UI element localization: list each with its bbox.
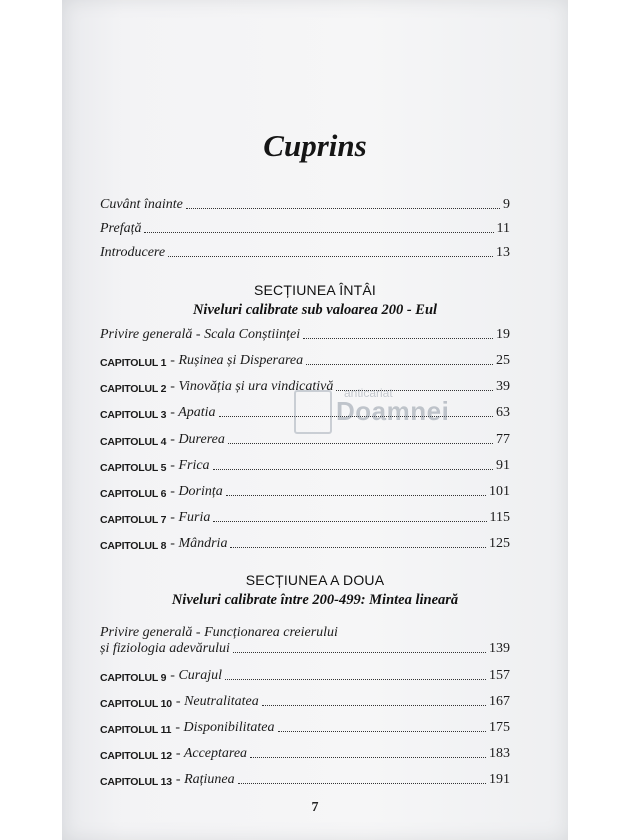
chapter-page: 39 xyxy=(496,379,510,394)
chapter-number: CAPITOLUL 3 xyxy=(100,409,167,421)
leader-dots xyxy=(250,757,486,758)
leader-dots xyxy=(262,705,486,706)
leader-dots xyxy=(168,256,493,257)
chapter-entry: CAPITOLUL 2 - Vinovăția și ura vindicativă 39 xyxy=(100,379,510,395)
chapter-entry: CAPITOLUL 3 - Apatia 63 xyxy=(100,405,510,421)
chapter-page: 157 xyxy=(489,668,510,683)
chapter-title: Rușinea și Disperarea xyxy=(178,353,304,368)
leader-dots xyxy=(226,495,486,496)
leader-dots xyxy=(213,521,486,522)
chapter-entry: CAPITOLUL 4 - Durerea 77 xyxy=(100,432,510,448)
leader-dots xyxy=(306,364,493,365)
book-logo-icon xyxy=(294,390,332,434)
leader-dots xyxy=(144,232,493,233)
chapter-page: 63 xyxy=(496,405,510,420)
chapter-title: Durerea xyxy=(178,432,225,447)
chapter-number: CAPITOLUL 6 xyxy=(100,488,167,500)
chapter-title: Rațiunea xyxy=(184,772,235,787)
toc-entry-page: 13 xyxy=(496,245,510,260)
chapter-number: CAPITOLUL 11 xyxy=(100,724,172,736)
chapter-page: 183 xyxy=(489,746,510,761)
chapter-title: Apatia xyxy=(178,405,216,420)
watermark xyxy=(294,386,474,446)
chapter-number: CAPITOLUL 4 xyxy=(100,436,167,448)
chapter-entry: CAPITOLUL 7 - Furia 115 xyxy=(100,510,510,526)
chapter-title: Disponibilitatea xyxy=(183,720,275,735)
toc-entry-label-cont: și fiziologia adevărului xyxy=(100,641,230,656)
chapter-entry: CAPITOLUL 12 - Acceptarea 183 xyxy=(100,746,510,762)
chapter-number: CAPITOLUL 10 xyxy=(100,698,172,710)
toc-entry-page: 139 xyxy=(489,641,510,656)
chapter-title: Curajul xyxy=(178,668,223,683)
watermark-small-text: anticariat xyxy=(344,386,393,400)
chapter-page: 25 xyxy=(496,353,510,368)
toc-entry-label: Privire generală - Scala Conștiinței xyxy=(100,327,301,342)
leader-dots xyxy=(303,338,493,339)
chapter-title: Acceptarea xyxy=(183,746,248,761)
chapter-entry: CAPITOLUL 6 - Dorința 101 xyxy=(100,484,510,500)
toc-entry xyxy=(100,323,510,343)
chapter-number: CAPITOLUL 9 xyxy=(100,672,167,684)
section-subtitle: Niveluri calibrate între 200-499: Mintea lineară xyxy=(171,592,459,608)
leader-dots xyxy=(213,469,493,470)
chapter-title: Mândria xyxy=(178,536,228,551)
chapter-page: 175 xyxy=(489,720,510,735)
toc-entry-label: Privire generală - Funcționarea creierului xyxy=(100,625,338,640)
watermark-brand-text: Doamnei xyxy=(336,396,450,426)
section-heading: SECȚIUNEA ÎNTÂI xyxy=(253,282,377,298)
chapter-title: Neutralitatea xyxy=(184,694,259,709)
chapter-title: Frica xyxy=(178,458,210,473)
book-page xyxy=(62,0,568,840)
chapter-entry: CAPITOLUL 8 - Mândria 125 xyxy=(100,536,510,552)
chapter-number: CAPITOLUL 12 xyxy=(100,750,172,762)
chapter-entry: CAPITOLUL 11 - Disponibilitatea 175 xyxy=(100,720,510,736)
toc-entry xyxy=(100,619,510,657)
leader-dots xyxy=(278,731,487,732)
chapter-page: 115 xyxy=(489,510,510,525)
chapter-number: CAPITOLUL 13 xyxy=(100,776,172,788)
chapter-title: Dorința xyxy=(178,484,223,499)
chapter-number: CAPITOLUL 1 xyxy=(100,357,167,369)
leader-dots xyxy=(238,783,486,784)
page-title: Cuprins xyxy=(263,128,367,163)
chapter-page: 77 xyxy=(496,432,510,447)
chapter-entry: CAPITOLUL 5 - Frica 91 xyxy=(100,458,510,474)
toc-entry-label: Introducere xyxy=(100,245,166,260)
chapter-page: 101 xyxy=(489,484,510,499)
chapter-number: CAPITOLUL 7 xyxy=(100,514,167,526)
section-heading: SECȚIUNEA A DOUA xyxy=(245,572,385,588)
toc-entry-label: Prefață xyxy=(100,221,142,236)
chapter-title: Furia xyxy=(178,510,211,525)
leader-dots xyxy=(233,652,486,653)
section-subtitle: Niveluri calibrate sub valoarea 200 - Eul xyxy=(192,302,438,318)
toc-entry-page: 11 xyxy=(496,221,510,236)
chapter-entry: CAPITOLUL 13 - Rațiunea 191 xyxy=(100,772,510,788)
leader-dots xyxy=(186,208,500,209)
toc-entry xyxy=(100,217,510,237)
chapter-page: 125 xyxy=(489,536,510,551)
chapter-entry: CAPITOLUL 9 - Curajul 157 xyxy=(100,668,510,684)
toc-entry-label: Cuvânt înainte xyxy=(100,197,183,212)
chapter-number: CAPITOLUL 8 xyxy=(100,540,167,552)
chapter-entry: CAPITOLUL 10 - Neutralitatea 167 xyxy=(100,694,510,710)
toc-entry xyxy=(100,193,510,213)
leader-dots xyxy=(225,679,486,680)
chapter-number: CAPITOLUL 2 xyxy=(100,383,167,395)
chapter-title: Vinovăția și ura vindicativă xyxy=(178,379,334,394)
chapter-page: 167 xyxy=(489,694,510,709)
leader-dots xyxy=(230,547,486,548)
chapter-page: 191 xyxy=(489,772,510,787)
chapter-number: CAPITOLUL 5 xyxy=(100,462,167,474)
page-number: 7 xyxy=(311,800,319,815)
toc-entry xyxy=(100,241,510,261)
toc-entry-page: 19 xyxy=(496,327,510,342)
toc-entry-page: 9 xyxy=(503,197,510,212)
chapter-entry: CAPITOLUL 1 - Rușinea și Disperarea 25 xyxy=(100,353,510,369)
chapter-page: 91 xyxy=(496,458,510,473)
